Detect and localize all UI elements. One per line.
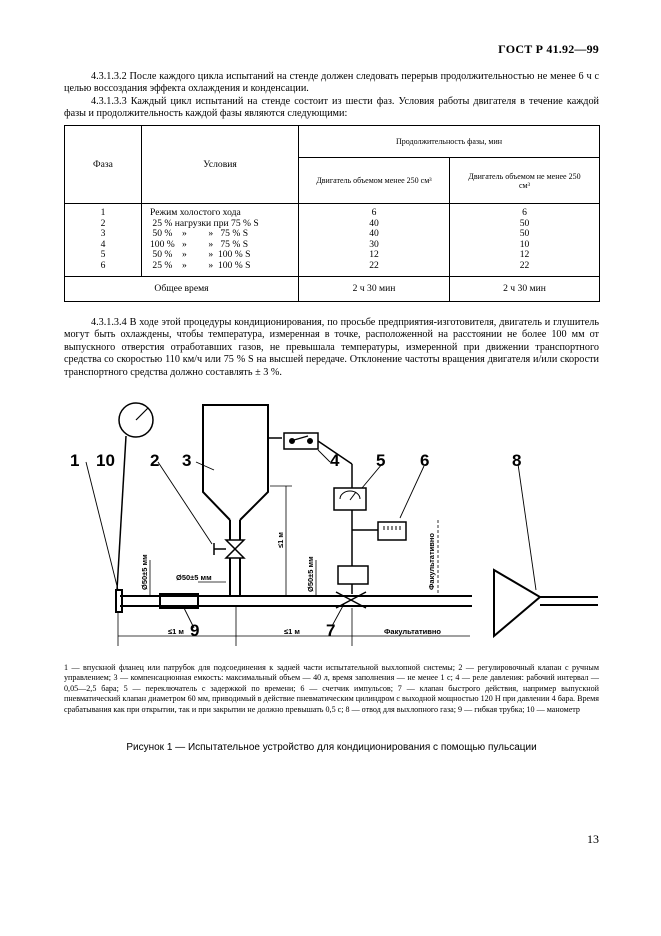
label-10: 10: [96, 451, 115, 470]
paragraph-4-3-1-3-4: 4.3.1.3.4 В ходе этой процедуры кондиционирования, по просьбе предприятия-изготовителя, двигатель и глушитель могут быть охлаждены, чтобы температура, измеренная в точке, расположенной на расстоянии не более 100 мм от выпускного отверстия отработавших газов, не превышала температуры, измеренной при движении транспортного средства со скоростью 110 км/ч или 75 % S на высшей передаче. Отклонение частоты вращения двигателя и/или скорости транспортного средства должно составлять ± 3 %.: [64, 317, 599, 378]
page-number: 13: [587, 832, 599, 846]
header-duration: Продолжительность фазы, мин: [299, 126, 600, 158]
document-header: ГОСТ Р 41.92—99: [498, 42, 599, 56]
dim-length-valve: ≤1 м: [284, 627, 300, 636]
label-1: 1: [70, 451, 80, 470]
label-9: 9: [190, 621, 200, 640]
dim-length-inlet: ≤1 м: [168, 627, 184, 636]
figure-legend: 1 — впускной фланец или патрубок для подсоединения к задней части испытательной выхлопной системы; 2 — регулировочный клапан с ручным управлением; 3 — компенсационная емкость: максимальный объем — 40 л, время заполнения — не менее 1 с; 4 — реле давления: рабочий интервал — 0,05—2,5 бара; 5 — переключатель с задержкой по времени; 6 — счетчик импульсов; 7 — клапан быстрого действия, например выпускной пневматический клапан диаметром 60 мм, приводимый в действие пневматическим цилиндром с выходной мощностью 120 Н при давлении 4 бара. Время срабатывания как при открытии, так и при закрытии не должно превышать 0,5 с; 8 — отвод для выхлопного газа; 9 — гибкая трубка; 10 — манометр: [64, 663, 599, 714]
small-engine-durations: 6 40 40 30 12 22: [299, 204, 450, 277]
label-7: 7: [326, 621, 336, 640]
label-2: 2: [150, 451, 160, 470]
label-4: 4: [330, 451, 340, 470]
dim-tank-height: ≤1 м: [276, 532, 285, 548]
phases-table: [64, 125, 600, 302]
label-6: 6: [420, 451, 430, 470]
label-8: 8: [512, 451, 522, 470]
header-small-engine: Двигатель объемом менее 250 см³: [299, 158, 450, 204]
total-time-label: Общее время: [65, 276, 299, 301]
phase-conditions: Режим холостого хода 25 % нагрузки при 75 % S 50 % » » 75 % S 100 % » » 75 % S 50 % » » 100 % S 25 % » » 100 % S: [142, 204, 299, 277]
large-engine-durations: 6 50 50 10 12 22: [450, 204, 600, 277]
phase-numbers: 1 2 3 4 5 6: [65, 204, 142, 277]
test-rig-diagram: [0, 395, 661, 657]
paragraph-4-3-1-3-3: 4.3.1.3.3 Каждый цикл испытаний на стенде состоит из шести фаз. Условия работы двигателя в течение каждой фазы и продолжительность каждой фазы являются следующими:: [64, 96, 599, 120]
paragraph-4-3-1-3-2: 4.3.1.3.2 После каждого цикла испытаний на стенде должен следовать перерыв продолжительностью не менее 6 ч с целью воссоздания эффекта охлаждения и конденсации.: [64, 71, 599, 95]
header-conditions: Условия: [142, 126, 299, 204]
label-5: 5: [376, 451, 386, 470]
header-large-engine: Двигатель объемом не менее 250 см³: [450, 158, 600, 204]
header-phase: Фаза: [65, 126, 142, 204]
dim-pipe-diameter-valve: Ø50±5 мм: [306, 556, 315, 592]
total-small: 2 ч 30 мин: [299, 276, 450, 301]
dim-pipe-diameter-branch: Ø50±5 мм: [176, 573, 212, 582]
dim-pipe-diameter-inlet: Ø50±5 мм: [140, 554, 149, 590]
label-3: 3: [182, 451, 192, 470]
optional-label-vertical: Факультативно: [427, 533, 436, 590]
total-large: 2 ч 30 мин: [450, 276, 600, 301]
figure-title: Рисунок 1 — Испытательное устройство для кондиционирования с помощью пульсации: [126, 742, 537, 753]
optional-label-horizontal: Факультативно: [384, 627, 441, 636]
